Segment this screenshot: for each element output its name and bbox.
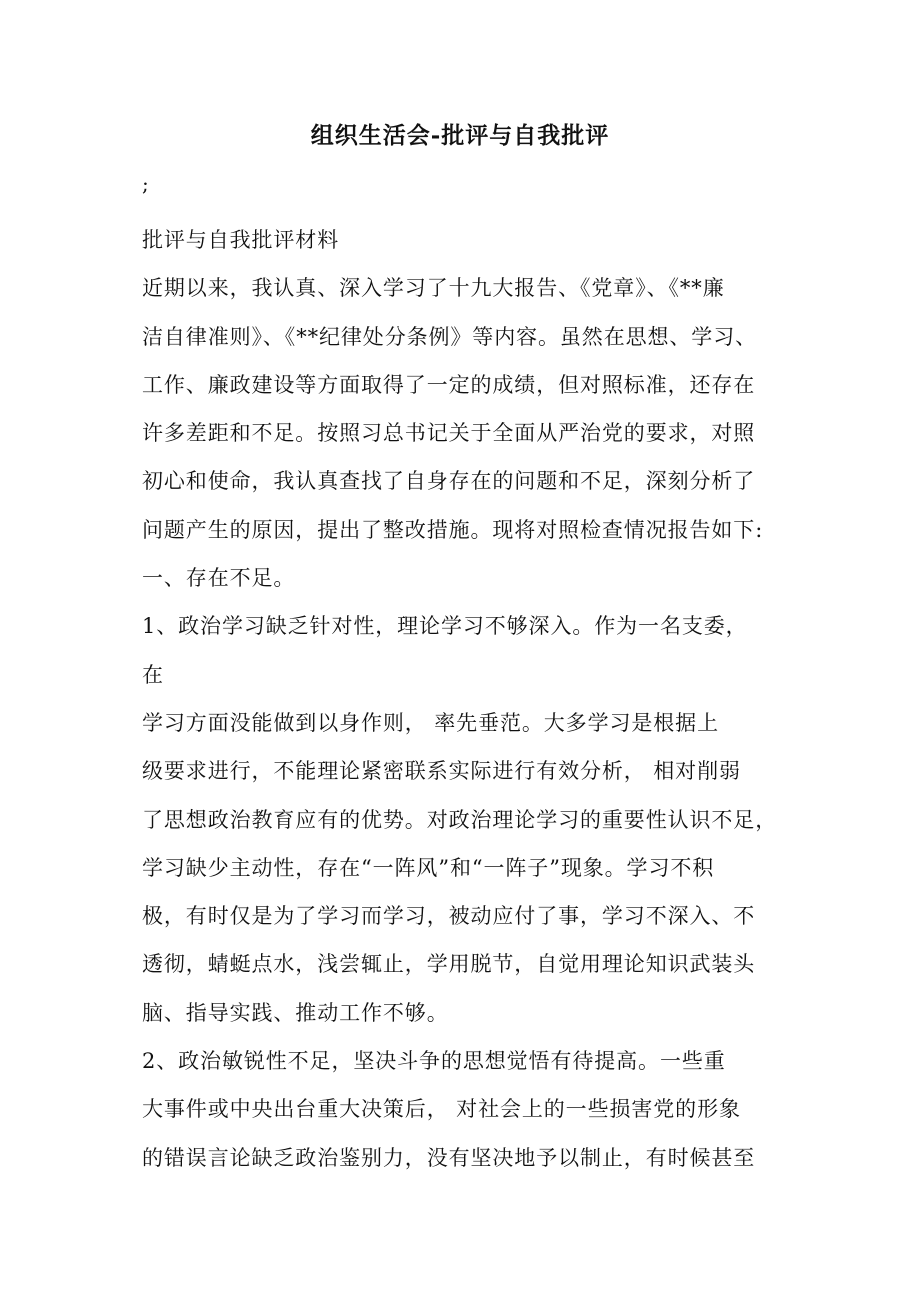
paragraph-heading: 批评与自我批评材料 (142, 228, 340, 252)
document-title: 组织生活会-批评与自我批评 (310, 122, 610, 149)
paragraph-item-1: 1、政治学习缺乏针对性，理论学习不够深入。作为一名支委， 在 (142, 614, 748, 687)
section-heading: 一、存在不足。 (142, 566, 296, 591)
body-text (142, 216, 792, 1182)
paragraph-item-1-continued: 学习方面没能做到以身作则， 率先垂范。大多学习是根据上 级要求进行，不能理论紧密联系实际进行有效分析， 相对削弱 了思想政治教育应有的优势。对政治理论学习的重要性认识不足， 学习缺少主动性，存在“一阵风”和“一阵子”现象。学习不积 极，有时仅是为了学习而学习，被动应付了事，学习不深入、不 透彻，蜻蜓点水，浅尝辄止，学用脱节，自觉用理论知识武装头 脑、指导实践、推动工作不够。 (142, 710, 778, 1025)
stray-semicolon: ; (142, 172, 149, 196)
paragraph-intro: 近期以来，我认真、深入学习了十九大报告、《党章》、《**廉 洁自律准则》、《**纪律处分条例》等内容。虽然在思想、学习、 工作、廉政建设等方面取得了一定的成绩，但对照标准，还存在 许多差距和不足。按照习总书记关于全面从严治党的要求，对照 初心和使命，我认真查找了自身存在的问题和不足，深刻分析了 问题产生的原因，提出了整改措施。现将对照检查情况报告如下: (142, 276, 764, 542)
paragraph-item-2: 2、政治敏锐性不足，坚决斗争的思想觉悟有待提高。一些重 大事件或中央出台重大决策后， 对社会上的一些损害党的形象 的错误言论缺乏政治鉴别力，没有坚决地予以制止，有时候甚至 (142, 1049, 756, 1170)
